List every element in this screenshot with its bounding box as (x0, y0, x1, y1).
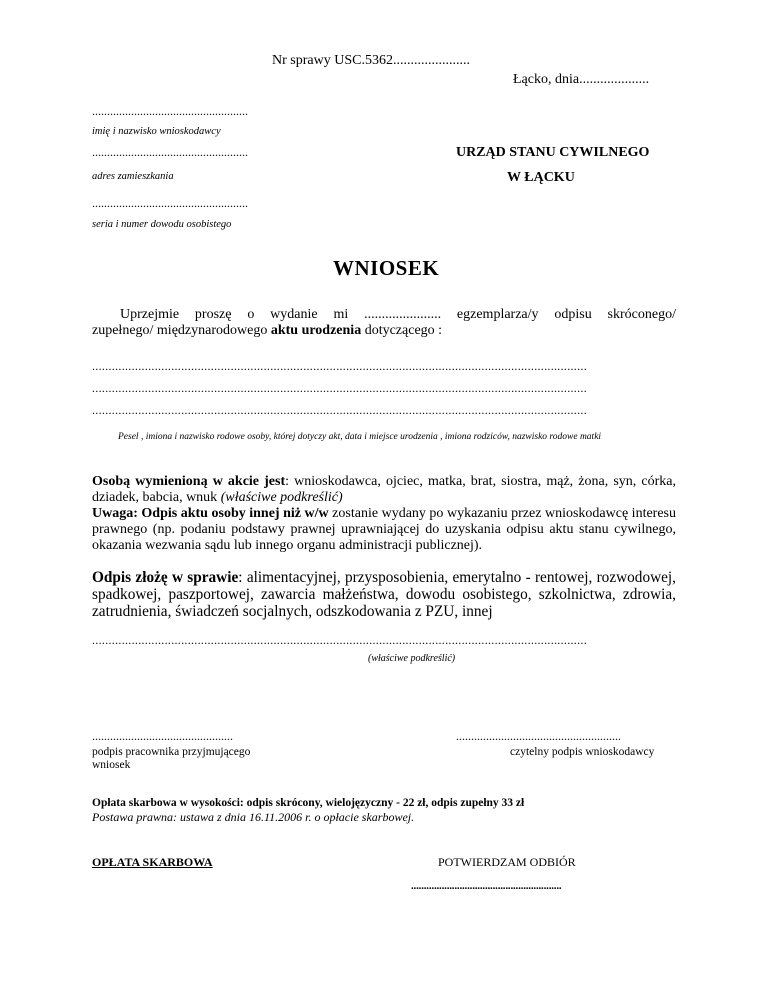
receipt-signature-dots: ........................................................... (411, 880, 562, 892)
purpose-note: (właściwe podkreślić) (368, 653, 456, 664)
document-title: WNIOSEK (333, 256, 440, 280)
receipt-label: POTWIERDZAM ODBIÓR (438, 855, 576, 869)
clerk-signature-label: podpis pracownika przyjmującego wniosek (92, 746, 251, 771)
person-caption: Pesel , imiona i nazwisko rodowe osoby, której dotyczy akt, data i miejsce urodzenia , imiona rodziców, nazwisko rodowe matki (118, 432, 602, 442)
purpose-label: Odpis złożę w sprawie (92, 569, 239, 586)
fee-legal-basis: Postawa prawna: ustawa z dnia 16.11.2006 r. o opłacie skarbowej. (92, 810, 415, 824)
request-line-2-end: dotyczącego : (361, 323, 443, 338)
applicant-id-dots: .................................................... (92, 196, 248, 210)
relation-text: : wnioskodawca, ojciec, matka, brat, siostra, mąż, żona, syn, córka, dziadek, babcia, wnuk (92, 474, 676, 505)
fee-amount: Opłata skarbowa w wysokości: odpis skrócony, wielojęzyczny - 22 zł, odpis zupełny 33 zł (92, 797, 525, 809)
applicant-id-label: seria i numer dowodu osobistego (92, 219, 232, 230)
warning-label: Uwaga: Odpis aktu osoby innej niż w/w (92, 506, 329, 521)
request-paragraph (92, 307, 676, 339)
place-date: Łącko, dnia.................... (513, 72, 650, 87)
applicant-name-dots: .................................................... (92, 104, 248, 118)
applicant-signature-label: czytelny podpis wnioskodawcy (510, 746, 655, 758)
purpose-paragraph (92, 569, 676, 620)
purpose-dotted-line: ...................................................................................................................................................... (92, 633, 587, 647)
office-name: URZĄD STANU CYWILNEGO (456, 145, 650, 160)
person-dotted-line-3: ...................................................................................................................................................... (92, 403, 587, 417)
clerk-signature-dots: ............................................... (92, 729, 233, 743)
relation-label: Osobą wymienioną w akcie jest (92, 474, 286, 489)
relation-paragraph (92, 474, 676, 506)
stamp-fee-label: OPŁATA SKARBOWA (92, 855, 213, 869)
applicant-name-label: imię i nazwisko wnioskodawcy (92, 126, 221, 137)
applicant-address-dots: .................................................... (92, 145, 248, 159)
request-line-2-start: zupełnego/ międzynarodowego (92, 323, 271, 338)
request-act-type: aktu urodzenia (270, 323, 362, 338)
purpose-text: : alimentacyjnej, przysposobienia, emerytalno - rentowej, rozwodowej, spadkowej, paszportowej, zawarcia małżeństwa, dowodu osobistego, szkolnictwa, zdrowia, zatrudnienia, świadczeń socjalnych, odszkodowania z PZU, innej (92, 569, 677, 620)
warning-paragraph (92, 506, 676, 554)
applicant-signature-dots: ....................................................... (456, 729, 621, 743)
request-line-1: Uprzejmie proszę o wydanie mi ...................... egzemplarza/y odpisu skróconego/ (120, 307, 676, 322)
warning-text: zostanie wydany po wykazaniu przez wnioskodawcę interesu prawnego (np. podaniu podstawy prawnej uprawniającej do uzyskania odpisu aktu stanu cywilnego, okazania wezwania sądu lub innego organu administracji publicznej). (92, 506, 676, 553)
relation-note: (właściwe podkreślić) (220, 490, 343, 505)
request-line-2 (92, 323, 676, 339)
applicant-address-label: adres zamieszkania (92, 171, 174, 182)
office-location: W ŁĄCKU (507, 170, 575, 185)
person-dotted-line-1: ...................................................................................................................................................... (92, 359, 587, 373)
case-number: Nr sprawy USC.5362...................... (272, 53, 470, 68)
person-dotted-line-2: ...................................................................................................................................................... (92, 381, 587, 395)
